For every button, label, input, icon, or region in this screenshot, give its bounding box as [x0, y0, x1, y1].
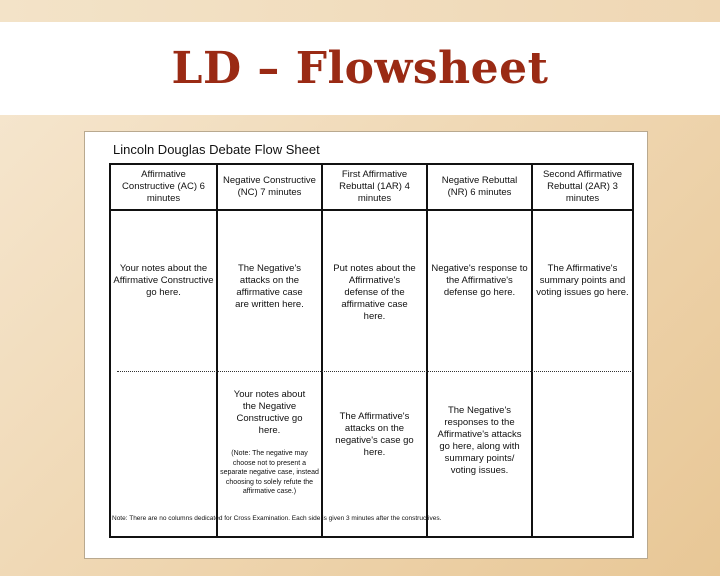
column-2ar [531, 165, 632, 536]
nc-upper-notes: The Negative's attacks on the affirmative case are written here. [235, 263, 304, 310]
column-header-ac: Affirmative Constructive (AC) 6 minutes [111, 165, 216, 211]
flow-grid [109, 163, 634, 538]
column-1ar [321, 165, 426, 536]
top-band [0, 0, 720, 22]
flow-sheet-image [84, 131, 648, 559]
1ar-upper-notes: Put notes about the Affirmative's defense of the affirmative case here. [333, 263, 416, 322]
title-bar [0, 22, 720, 115]
slide-title: LD – Flowsheet [171, 43, 549, 94]
section-divider [117, 371, 633, 372]
column-header-nr: Negative Rebuttal (NR) 6 minutes [428, 165, 531, 211]
column-header-1ar: First Affirmative Rebuttal (1AR) 4 minutes [323, 165, 426, 211]
1ar-lower-notes: The Affirmative's attacks on the negative's case go here. [335, 411, 414, 458]
nc-lower-note: (Note: The negative may choose not to present a separate negative case, instead choosing to solely refute the affirmative case.) [220, 450, 319, 495]
sheet-title: Lincoln Douglas Debate Flow Sheet [113, 142, 320, 157]
column-nc [216, 165, 321, 536]
column-ac [111, 165, 216, 536]
column-header-2ar: Second Affirmative Rebuttal (2AR) 3 minutes [533, 165, 632, 211]
nc-lower-notes: Your notes about the Negative Constructive go here. [233, 389, 306, 436]
column-header-nc: Negative Constructive (NC) 7 minutes [218, 165, 321, 211]
nr-upper-notes: Negative's response to the Affirmative's defense go here. [431, 263, 528, 298]
2ar-upper-notes: The Affirmative's summary points and voting issues go here. [536, 263, 629, 298]
sheet-footnote: Note: There are no columns dedicated for Cross Examination. Each side is given 3 minutes after the constructives. [112, 515, 442, 522]
column-nr [426, 165, 531, 536]
nr-lower-notes: The Negative's responses to the Affirmative's attacks go here, along with summary points/ voting issues. [437, 405, 522, 476]
ac-upper-notes: Your notes about the Affirmative Constructive go here. [113, 263, 214, 298]
